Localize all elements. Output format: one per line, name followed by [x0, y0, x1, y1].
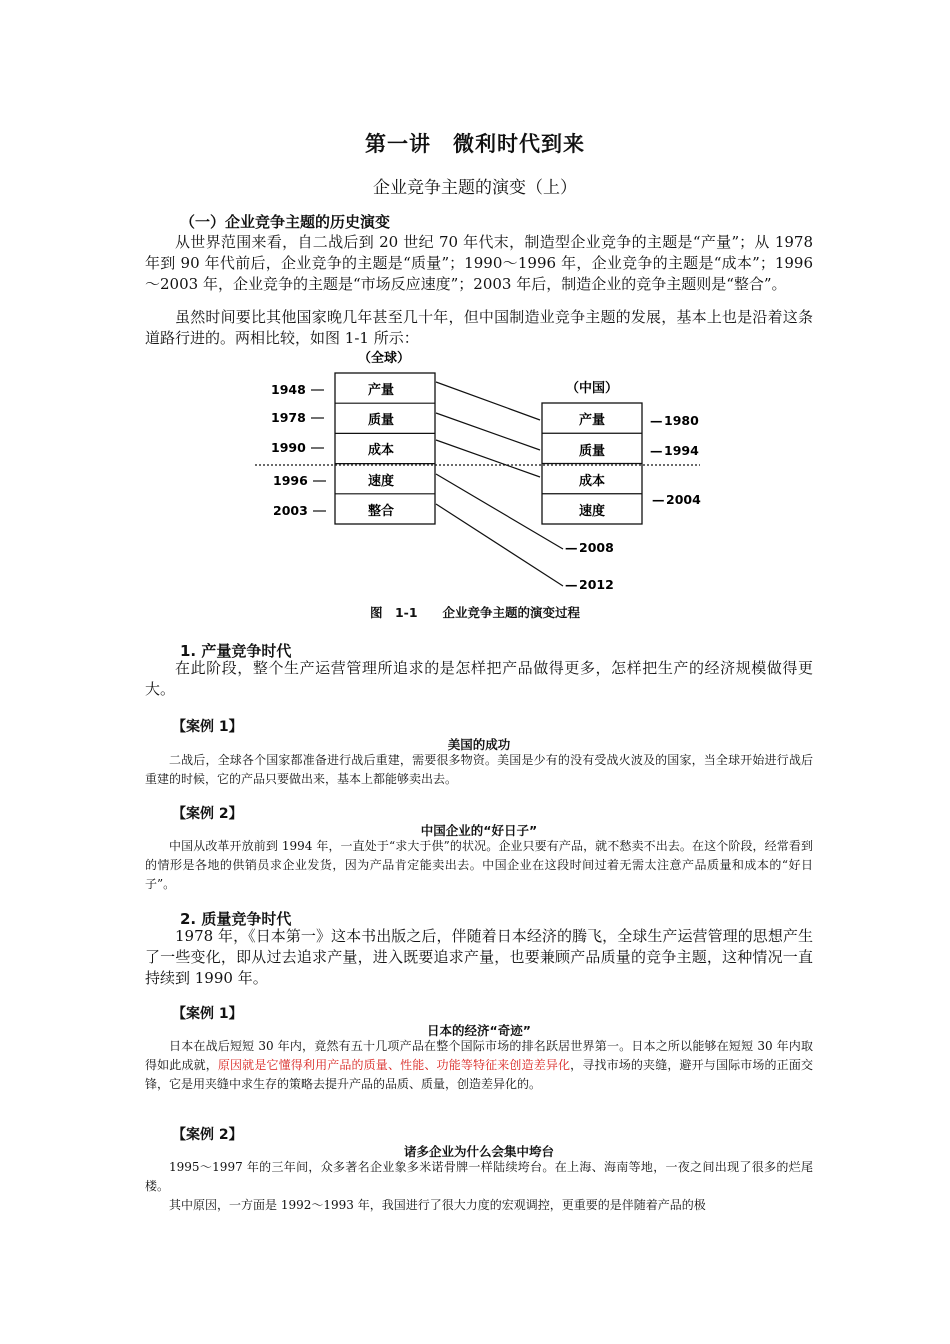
era2-paragraph: 1978 年，《日本第一》这本书出版之后，伴随着日本经济的腾飞，全球生产运营管理的思想产生了一些变化，即从过去追求产量，进入既要追求产量，也要兼顾产品质量的竞争主题，这种情况一直持续到 1990 年。: [145, 927, 813, 987]
global-theme-1: 产量: [367, 383, 395, 398]
page-subtitle: 企业竞争主题的演变（上）: [373, 178, 577, 198]
evolution-diagram: [0, 340, 950, 600]
global-theme-5: 整合: [367, 504, 395, 519]
extra-year-3: 2012: [579, 577, 614, 592]
extra-year-2: 2008: [579, 540, 614, 555]
era2-case1-text: [145, 1037, 813, 1094]
era2-case2-text-2: 其中原因，一方面是 1992～1993 年，我国进行了很大力度的宏观调控，更重要的是伴随着产品的极: [169, 1198, 706, 1212]
page-title: 第一讲 微利时代到来: [365, 132, 585, 156]
china-year-dash-1: —: [650, 413, 663, 428]
era2-case1-text-a: 日本在战后短短 30 年内，竟然有五十几项产品在整个国际市场的排名跃居世界第一。日本之所以能够在短短 30 年内取得如此成就，: [145, 1039, 813, 1072]
global-year-2: 1978: [271, 410, 306, 425]
era1-case1-text: 二战后，全球各个国家都准备进行战后重建，需要很多物资。美国是少有的没有受战火波及的国家，当全球开始进行战后重建的时候，它的产品只要做出来，基本上都能够卖出去。: [145, 753, 813, 786]
extra-year-1: 2004: [666, 492, 701, 507]
global-theme-3: 成本: [367, 443, 395, 458]
era1-case1-title: 美国的成功: [447, 737, 511, 752]
era2-case1-text-highlight: 原因就是它懂得利用产品的质量、性能、功能等特征来创造差异化: [217, 1058, 571, 1072]
global-theme: [368, 382, 394, 519]
connector-lines: [436, 382, 563, 586]
global-label: （全球）: [357, 351, 411, 366]
china-theme-3: 成本: [578, 474, 606, 489]
china-year-2: 1994: [664, 443, 699, 458]
section-paragraph-1: 从世界范围来看，自二战后到 20 世纪 70 年代末，制造型企业竞争的主题是“产量”；从 1978 年到 90 年代前后，企业竞争的主题是“质量”；1990～1996 年，企业竞争的主题是“成本”；1996～2003 年，企业竞争的主题是“市场反应速度”；2003 年后，制造企业的竞争主题则是“整合”。: [145, 233, 813, 293]
era2-case2-label: 【案例 2】: [172, 1127, 243, 1143]
era1-case2-text: 中国从改革开放前到 1994 年，一直处于“求大于供”的状况。企业只要有产品，就不愁卖不出去。在这个阶段，经常看到的情形是各地的供销员求企业发货，因为产品肯定能卖出去。中国企业在这段时间过着无需太注意产品质量和成本的“好日子”。: [145, 839, 813, 891]
global-theme-2: 质量: [367, 413, 395, 428]
extra-year-dash-1: —: [652, 492, 665, 507]
era1-heading: 1. 产量竞争时代: [180, 642, 292, 660]
china-theme-4: 速度: [578, 504, 606, 519]
china-year-dash-2: —: [650, 443, 663, 458]
era2-case1-title: 日本的经济“奇迹”: [427, 1023, 531, 1038]
global-years: [271, 382, 326, 518]
china-years: [565, 413, 701, 592]
global-year-3: 1990: [271, 440, 306, 455]
era1-paragraph: 在此阶段，整个生产运营管理所追求的是怎样把产品做得更多，怎样把生产的经济规模做得更大。: [145, 659, 813, 698]
section-heading: （一）企业竞争主题的历史演变: [180, 213, 391, 231]
china-year-1: 1980: [664, 413, 699, 428]
global-year-1: 1948: [271, 382, 306, 397]
china-theme-2: 质量: [578, 444, 606, 459]
era2-case1-label: 【案例 1】: [172, 1006, 243, 1022]
global-year-4: 1996: [273, 473, 308, 488]
era2-case2-text-1: 1995～1997 年的三年间，众多著名企业象多米诺骨牌一样陆续垮台。在上海、海南等地，一夜之间出现了很多的烂尾楼。: [145, 1160, 813, 1193]
era2-case2-title: 诸多企业为什么会集中垮台: [403, 1144, 554, 1159]
global-theme-4: 速度: [367, 474, 395, 489]
era2-heading: 2. 质量竞争时代: [180, 910, 292, 928]
era1-case2-label: 【案例 2】: [172, 806, 243, 822]
global-year-5: 2003: [273, 503, 308, 518]
era2-case1-text-b: ，寻找市场的夹缝，避开与国际市场的正面交锋，它是用夹缝中求生存的策略去提升产品的品质、质量，创造差异化的。: [145, 1058, 813, 1091]
extra-year-dash-2: —: [565, 540, 578, 555]
era1-case2-title: 中国企业的“好日子”: [420, 823, 538, 838]
figure-caption: 图 1-1 企业竞争主题的演变过程: [369, 605, 581, 620]
extra-year-dash-3: —: [565, 577, 578, 592]
era1-case1-label: 【案例 1】: [172, 719, 243, 735]
china-label: （中国）: [565, 381, 619, 396]
china-theme-1: 产量: [578, 413, 606, 428]
section-paragraph-2: 虽然时间要比其他国家晚几年甚至几十年，但中国制造业竞争主题的发展，基本上也是沿着这条道路行进的。两相比较，如图 1-1 所示：: [145, 308, 813, 347]
